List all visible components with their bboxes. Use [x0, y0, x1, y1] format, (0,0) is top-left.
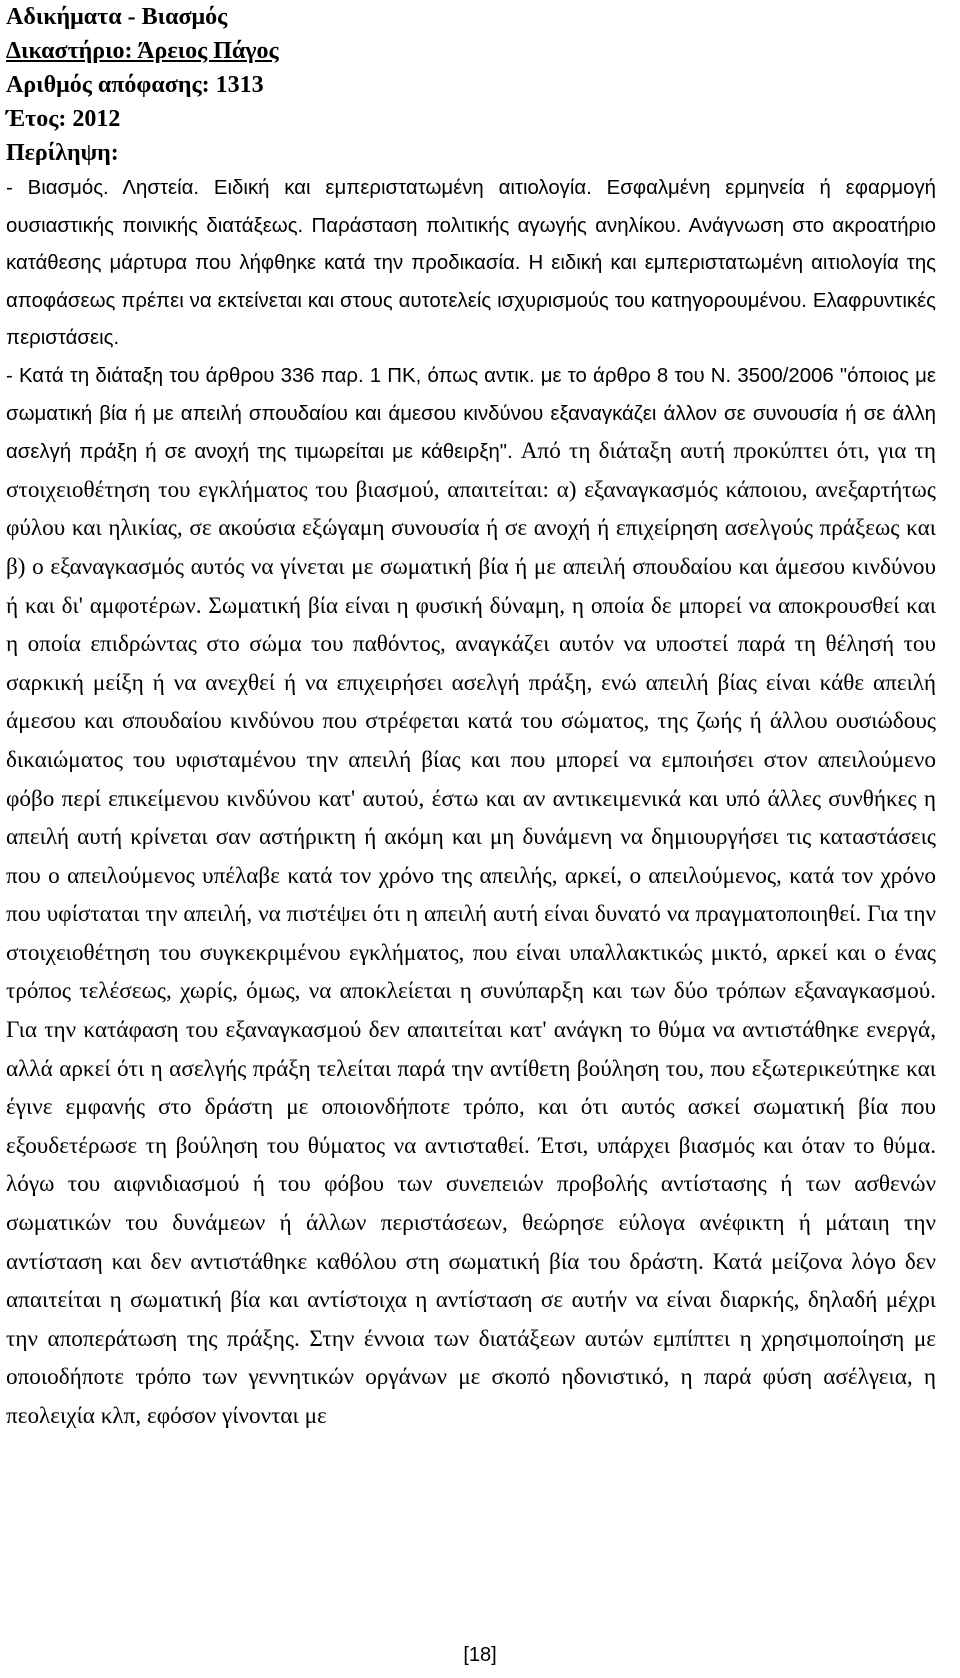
court-name: Δικαστήριο: Άρειος Πάγος [6, 38, 279, 64]
summary-label: Περίληψη: [6, 140, 119, 166]
summary-body: Από τη διάταξη αυτή προκύπτει ότι, για τη στοιχειοθέτηση του εγκλήματος του βιασμού, απαιτείται: α) εξαναγκασμός κάποιου, ανεξαρτήτως φύλου και ηλικίας, σε ακούσια εξώγαμη συνουσία ή σε ανοχή ή επιχείρηση ασελγούς πράξεως και β) ο εξαναγκασμός αυτός να γίνεται με σωματική βία ή με απειλή σπουδαίου και άμεσου κινδύνου ή και δι' αμφοτέρων. Σωματική βία είναι η φυσική δύναμη, η οποία δε μπορεί να αποκρουσθεί και η οποία επιδρώντας στο σώμα του παθόντος, αναγκάζει αυτόν να υποστεί παρά τη θέλησή του σαρκική μείξη ή να ανεχθεί ή να επιχειρήσει ασελγή πράξη, ενώ απειλή βίας είναι κάθε απειλή άμεσου και σπουδαίου κινδύνου που στρέφεται κατά του σώματος, της ζωής ή άλλου ουσιώδους δικαιώματος του υφισταμένου την απειλή βίας και που μπορεί να εμποιήσει στον απειλούμενο φόβο περί επικείμενου κινδύνου κατ' αυτού, έστω και αν αντικειμενικά και υπό άλλες συνθήκες η απειλή αυτή κρίνεται σαν αστήρικτη ή ακόμη και μη δυνάμενη να δημιουργήσει τις καταστάσεις που ο απειλούμενος υπέλαβε κατά τον χρόνο της απειλής, αρκεί, ο απειλούμενος, κατά τον χρόνο που υφίσταται την απειλή, να πιστέψει ότι η απειλή αυτή είναι δυνατό να πραγματοποιηθεί. Για την στοιχειοθέτηση του συγκεκριμένου εγκλήματος, που είναι υπαλλακτικώς μικτό, αρκεί και ο ένας τρόπος τελέσεως, χωρίς, όμως, να αποκλείεται η συνύπαρξη και των δύο τρόπων εξαναγκασμού. Για την κατάφαση του εξαναγκασμού δεν απαιτείται κατ' ανάγκη το θύμα να αντιστάθηκε ενεργά, αλλά αρκεί ότι η ασελγής πράξη τελείται παρά την αντίθετη βούληση του, που εξωτερικεύτηκε και έγινε εμφανής στο δράστη με οποιονδήποτε τρόπο, και ότι αυτός ασκεί σωματική βία που εξουδετέρωσε τη βούληση του θύματος να αντισταθεί. Έτσι, υπάρχει βιασμός και όταν το θύμα. λόγω του αιφνιδιασμού ή του φόβου των συνεπειών προβολής αντίστασης ή των ασθενών σωματικών του δυνάμεων ή άλλων περιστάσεων, θεώρησε εύλογα ανέφικτη ή μάταιη την αντίσταση και δεν αντιστάθηκε καθόλου στη σωματική βία του δράστη. Κατά μείζονα λόγο δεν απαιτείται η σωματική βία και αντίστοιχα η αντίσταση σε αυτήν να είναι διαρκής, δηλαδή μέχρι την αποπεράτωση της πράξης. Στην έννοια των διατάξεων αυτών εμπίπτει η χρησιμοποίηση με οποιοδήποτε τρόπο των γεννητικών οργάνων με σκοπό ηδονιστικό, η παρά φύση ασέλγεια, η πεολειχία κλπ, εφόσον γίνονται με [6, 438, 936, 1429]
page-number: [18] [463, 1644, 497, 1666]
summary-article-text: - Κατά τη διάταξη του άρθρου 336 παρ. 1 ΠΚ, όπως αντικ. με το άρθρο 8 του Ν. 3500/2006 "όποιος με σωματική βία ή με απειλή σπουδαίου και άμεσου κινδύνου εξαναγκάζει άλλον σε συνουσία ή σε άλλη ασελγή πράξη ή σε ανοχή της τιμωρείται με κάθειρξη". [6, 364, 936, 464]
decision-year: Έτος: 2012 [6, 106, 121, 132]
category-title: Αδικήματα - Βιασμός [6, 4, 228, 30]
summary-intro: - Βιασμός. Ληστεία. Ειδική και εμπεριστατωμένη αιτιολογία. Εσφαλμένη ερμηνεία ή εφαρμογή ουσιαστικής ποινικής διατάξεως. Παράσταση πολιτικής αγωγής ανηλίκου. Ανάγνωση στο ακροατήριο κατάθεσης μάρτυρα που λήφθηκε κατά την προδικασία. Η ειδική και εμπεριστατωμένη αιτιολογία της αποφάσεως πρέπει να εκτείνεται και στους αυτοτελείς ισχυρισμούς του κατηγορουμένου. Ελαφρυντικές περιστάσεις. [6, 177, 936, 350]
summary-article [6, 358, 936, 1437]
decision-number: Αριθμός απόφασης: 1313 [6, 72, 264, 98]
document-page [6, 0, 936, 1437]
